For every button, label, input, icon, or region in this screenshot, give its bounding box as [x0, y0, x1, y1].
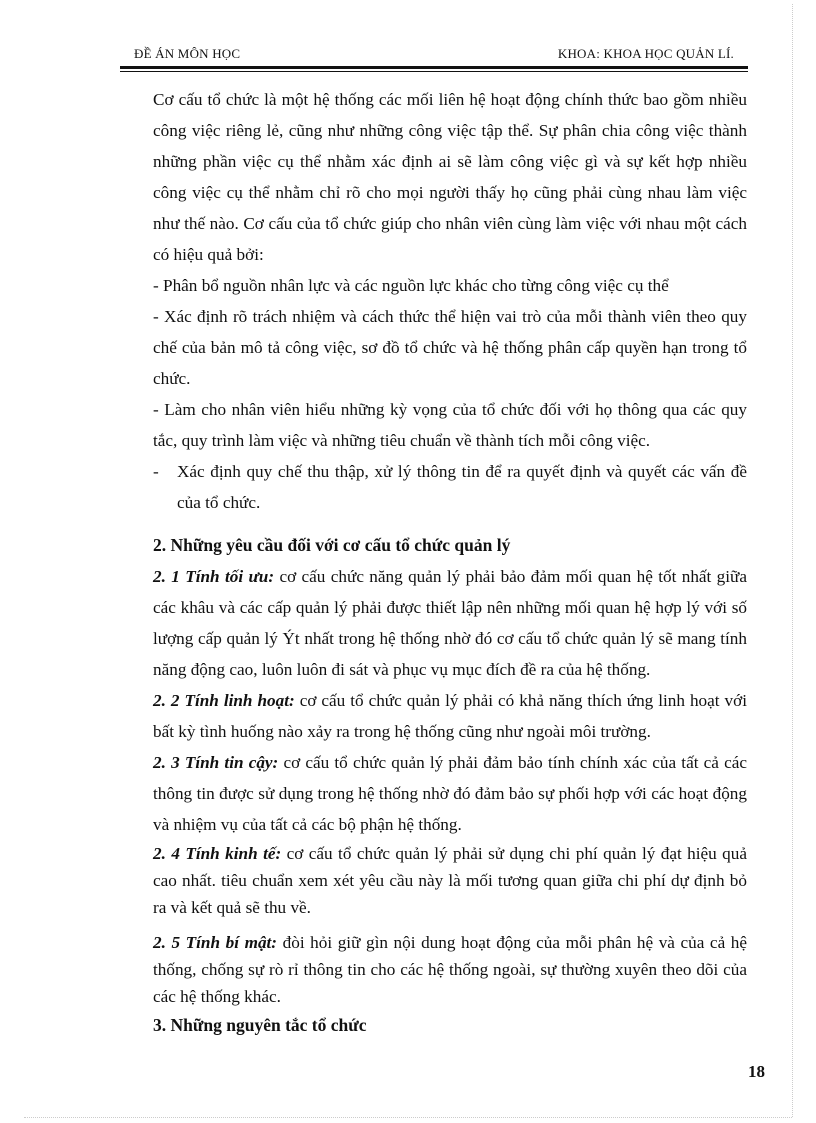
spacer: [153, 518, 747, 530]
bullet-item: - Làm cho nhân viên hiểu những kỳ vọng của tổ chức đối với họ thông qua các quy tắc, quy trình làm việc và những tiêu chuẩn về thành tích mỗi công việc.: [153, 400, 747, 450]
page-edge-right: [792, 4, 793, 1117]
bullet-item: - Xác định rõ trách nhiệm và cách thức thể hiện vai trò của mỗi thành viên theo quy chế của bản mô tả công việc, sơ đồ tổ chức và hệ thống phân cấp quyền hạn trong tổ chức.: [153, 307, 747, 388]
page-number: 18: [748, 1062, 765, 1081]
requirement-item: [153, 685, 747, 747]
header-faculty: KHOA: KHOA HỌC QUẢN LÍ.: [557, 46, 734, 61]
paragraph-intro: [153, 84, 747, 270]
page-body: [153, 84, 747, 1041]
requirement-item: [153, 840, 747, 921]
requirement-item: [153, 747, 747, 840]
requirement-text: đòi hỏi giữ gìn nội dung hoạt động của mỗi phân hệ và của cả hệ thống, chống sự rò rỉ thông tin cho các hệ thống ngoài, sự thường xuyên theo dõi của các hệ thống khác.: [153, 933, 747, 1006]
bullet-item: - Phân bổ nguồn nhân lực và các nguồn lực khác cho từng công việc cụ thể: [153, 276, 669, 295]
header-rule-thick: [120, 66, 748, 69]
dash-marker: -: [153, 462, 159, 481]
section-heading-2: 2. Những yêu cầu đối với cơ cấu tổ chức quản lý: [153, 535, 511, 555]
header-rule-thin: [120, 71, 748, 72]
section-heading-3: 3. Những nguyên tắc tổ chức: [153, 1015, 367, 1035]
page-header: [120, 42, 746, 66]
requirement-text: cơ cấu chức năng quản lý phải bảo đảm mối quan hệ tốt nhất giữa các khâu và các cấp quản lý phải được thiết lập nên những mối quan hệ hợp lý với số lượng cấp quản lý Ýt nhất trong hệ thống nhờ đó cơ cấu tổ chức quản lý sẽ mang tính năng động cao, luôn luôn đi sát và phục vụ mục đích đề ra của hệ thống.: [153, 567, 747, 679]
requirement-text: cơ cấu tổ chức quản lý phải đảm bảo tính chính xác của tất cả các thông tin được sử dụng trong hệ thống nhờ đó đảm bảo sự phối hợp với các hoạt động và nhiệm vụ của tất cả các bộ phận hệ thống.: [153, 753, 747, 834]
paragraph-intro-text: Cơ cấu tổ chức là một hệ thống các mối liên hệ hoạt động chính thức bao gồm nhiều công việc riêng lẻ, cũng như những công việc tập thể. Sự phân chia công việc thành những phần việc cụ thể nhằm xác định ai sẽ làm công việc gì và sự kết hợp nhiều công việc cụ thể nhằm chỉ rõ cho mọi người thấy họ cũng phải cùng nhau làm việc như thế nào. Cơ cấu của tổ chức giúp cho nhân viên cùng làm việc với nhau một cách có hiệu quả bởi:: [153, 90, 747, 264]
requirement-term: 2. 5 Tính bí mật:: [153, 933, 278, 952]
dash-list-text: Xác định quy chế thu thập, xử lý thông tin để ra quyết định và quyết các vấn đề của tổ chức.: [177, 462, 747, 512]
requirement-term: 2. 1 Tính tối ưu:: [153, 567, 275, 586]
page-edge-bottom: [24, 1117, 792, 1118]
requirement-text: cơ cấu tổ chức quản lý phải có khả năng thích ứng linh hoạt với bất kỳ tình huống nào xảy ra trong hệ thống cũng như ngoài môi trường.: [153, 691, 747, 741]
dash-list-item: [153, 456, 747, 518]
requirement-item: [153, 929, 747, 1010]
requirement-term: 2. 3 Tính tin cậy:: [153, 753, 279, 772]
requirement-term: 2. 2 Tính linh hoạt:: [153, 691, 295, 710]
requirement-term: 2. 4 Tính kinh tế:: [153, 844, 282, 863]
requirement-item: [153, 561, 747, 685]
header-course-title: ĐỀ ÁN MÔN HỌC: [134, 46, 241, 61]
requirement-text: cơ cấu tổ chức quản lý phải sử dụng chi phí quản lý đạt hiệu quả cao nhất. tiêu chuẩn xem xét yêu cầu này là mối tương quan giữa chi phí dự định bỏ ra và kết quả sẽ thu về.: [153, 844, 748, 917]
